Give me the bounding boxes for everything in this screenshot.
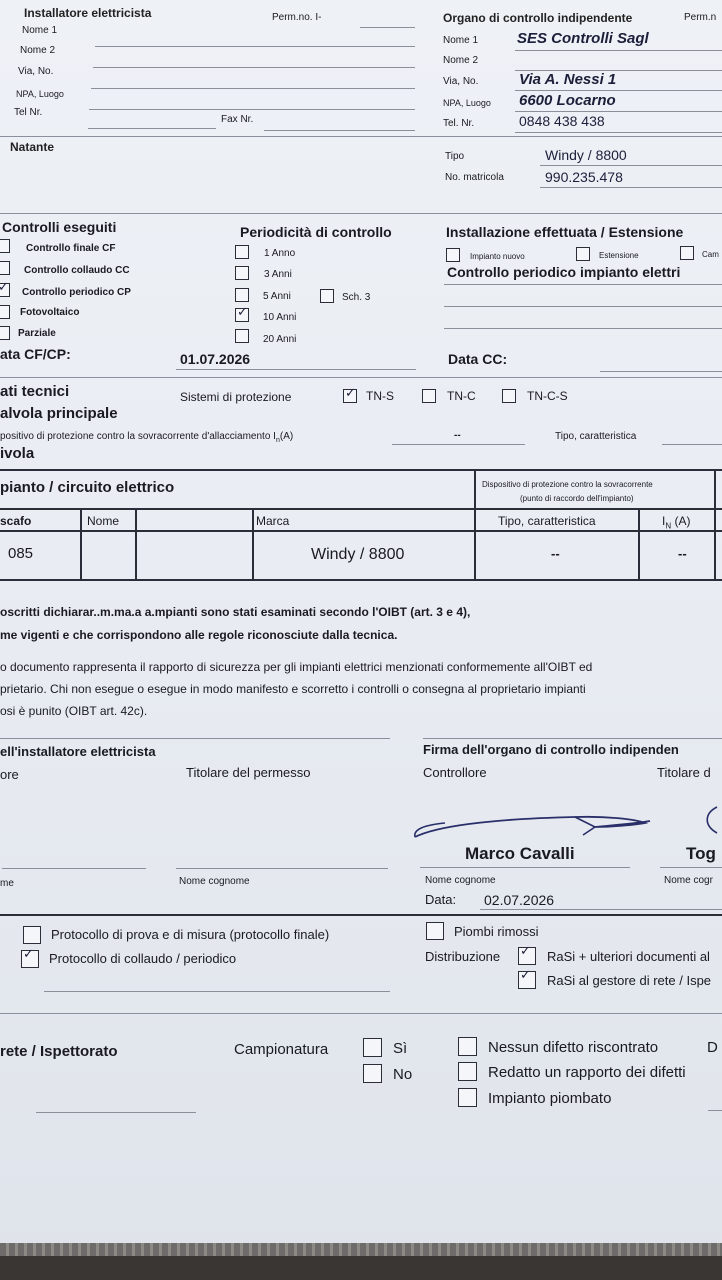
rasi1-checkbox[interactable]	[518, 947, 536, 965]
installer-npa-label: NPA, Luogo	[16, 89, 64, 99]
sch3-label: Sch. 3	[342, 292, 371, 303]
piombi-checkbox[interactable]	[426, 922, 444, 940]
control-via-label: Via, No.	[443, 76, 479, 87]
natante-tipo-value: Windy / 8800	[545, 147, 627, 163]
tipo-caratteristica-label: Tipo, caratteristica	[555, 431, 637, 442]
col-tipo: Tipo, caratteristica	[498, 514, 596, 528]
dispositivo-label: positivo di protezione contro la sovracorrente d'allacciamento $I_n(A)$	[0, 431, 294, 444]
rapporto-difetti-label: Redatto un rapporto dei difetti	[488, 1064, 686, 1081]
installer-perm-label: Perm.no. I-	[272, 12, 322, 23]
tecnici-subtitle: alvola principale	[0, 405, 118, 422]
rasi2-label: RaSi al gestore di rete / Ispe	[547, 973, 712, 988]
row-in: --	[678, 546, 687, 561]
nessun-difetto-checkbox[interactable]	[458, 1037, 477, 1056]
periodicita-cb-0[interactable]	[235, 245, 249, 259]
installer-nome2-field[interactable]	[93, 67, 415, 68]
tncs-label: TN-C-S	[527, 389, 568, 403]
campionatura-si-checkbox[interactable]	[363, 1038, 382, 1057]
periodicita-item-0: 1 Anno	[264, 248, 296, 259]
impianto-piombato-label: Impianto piombato	[488, 1090, 612, 1107]
installer-fax-label: Fax Nr.	[221, 114, 254, 125]
table-side-header-2: (punto di raccordo dell'impianto)	[520, 494, 634, 503]
distribuzione-label: Distribuzione	[425, 949, 501, 964]
control-sign-right: Titolare d	[657, 765, 711, 780]
controller-name-label: Nome cognome	[425, 875, 496, 886]
controlli-cb-4[interactable]	[0, 326, 10, 340]
data-cfcp-value: 01.07.2026	[180, 351, 251, 367]
row-tipo: --	[551, 546, 560, 561]
campionatura-label: Campionatura	[234, 1041, 329, 1058]
controlli-item-0: Controllo finale CF	[26, 243, 116, 254]
natante-matricola-label: No. matricola	[445, 172, 504, 183]
control-via-value: Via A. Nessi 1	[519, 71, 617, 88]
row-scafo: 085	[8, 545, 34, 562]
impianto-piombato-checkbox[interactable]	[458, 1088, 477, 1107]
estensione-label: Estensione	[599, 251, 639, 260]
row-marca: Windy / 8800	[311, 546, 405, 563]
tecnici-title: ati tecnici	[0, 383, 70, 400]
tncs-checkbox[interactable]	[502, 389, 516, 403]
cam-checkbox[interactable]	[680, 246, 694, 260]
control-sign-left: Controllore	[423, 765, 487, 780]
protocol2-checkbox[interactable]	[21, 950, 39, 968]
installer-tel-label: Tel Nr.	[14, 107, 43, 118]
protocol2-label: Protocollo di collaudo / periodico	[49, 951, 237, 966]
control-tel-label: Tel. Nr.	[443, 118, 475, 129]
protocol1-label: Protocollo di prova e di misura (protocollo finale)	[51, 927, 330, 942]
rete-title: rete / Ispettorato	[0, 1043, 118, 1060]
periodicita-item-4: 20 Anni	[263, 334, 297, 345]
controlli-item-4: Parziale	[18, 328, 56, 339]
control-nome1-label: Nome 1	[443, 35, 479, 46]
titolare-name: Tog	[686, 844, 716, 863]
data-cfcp-label: ata CF/CP:	[0, 346, 71, 362]
rasi2-checkbox[interactable]	[518, 971, 536, 989]
periodicita-item-2: 5 Anni	[263, 291, 291, 302]
declaration-line5: osi è punito (OIBT art. 42c).	[0, 704, 148, 718]
col-nome: Nome	[87, 514, 120, 528]
control-npa-label: NPA, Luogo	[443, 98, 491, 108]
installer-fax-field[interactable]	[264, 130, 415, 131]
controlli-title: Controlli eseguiti	[2, 219, 117, 235]
natante-title: Natante	[10, 140, 55, 154]
installer-name-right: Nome cognome	[179, 876, 250, 887]
table-title: pianto / circuito elettrico	[0, 479, 175, 496]
rapporto-difetti-checkbox[interactable]	[458, 1062, 477, 1081]
control-nome2-label: Nome 2	[443, 55, 479, 66]
installer-sign-left: ore	[0, 767, 19, 782]
installer-nome1-label: Nome 1	[22, 25, 58, 36]
installer-title: Installatore elettricista	[24, 6, 152, 20]
nessun-difetto-label: Nessun difetto riscontrato	[488, 1039, 659, 1056]
periodicita-cb-4[interactable]	[235, 329, 249, 343]
campionatura-no-label: No	[393, 1066, 413, 1083]
declaration-line1: oscritti dichiarar..m.ma.a a.mpianti sono stati esaminati secondo l'OIBT (art. 3 e 4),	[0, 605, 471, 619]
controlli-cb-3[interactable]	[0, 305, 10, 319]
installazione-title: Installazione effettuata / Estensione	[446, 224, 684, 240]
tnc-checkbox[interactable]	[422, 389, 436, 403]
controller-name: Marco Cavalli	[465, 844, 575, 863]
periodicita-cb-3[interactable]	[235, 308, 249, 322]
installer-nome2-label: Nome 2	[20, 45, 56, 56]
periodicita-cb-1[interactable]	[235, 266, 249, 280]
impianto-nuovo-label: Impianto nuovo	[470, 252, 525, 261]
sign-data-label: Data:	[425, 892, 457, 907]
sch3-checkbox[interactable]	[320, 289, 334, 303]
controlli-item-3: Fotovoltaico	[20, 307, 80, 318]
declaration-line3: o documento rappresenta il rapporto di sicurezza per gli impianti elettrici menzionati conformemente all'OIBT ed	[0, 660, 593, 674]
periodicita-title: Periodicità di controllo	[240, 224, 392, 240]
control-npa-value: 6600 Locarno	[519, 92, 616, 109]
periodicita-item-1: 3 Anni	[264, 269, 292, 280]
campionatura-no-checkbox[interactable]	[363, 1064, 382, 1083]
piombi-label: Piombi rimossi	[454, 924, 539, 939]
installer-sign-title: ell'installatore elettricista	[0, 744, 156, 759]
periodicita-cb-2[interactable]	[235, 288, 249, 302]
protocol1-checkbox[interactable]	[23, 926, 41, 944]
controlli-cb-1[interactable]	[0, 261, 10, 275]
dispositivo-value: --	[454, 430, 461, 441]
installer-via-label: Via, No.	[18, 66, 54, 77]
installer-nome1-field[interactable]	[95, 46, 415, 47]
controlli-item-2: Controllo periodico CP	[22, 287, 131, 298]
col-scafo: scafo	[0, 514, 32, 528]
campionatura-si-label: Sì	[393, 1040, 408, 1057]
estensione-checkbox[interactable]	[576, 247, 590, 261]
declaration-line4: prietario. Chi non esegue o esegue in modo manifesto e scorretto i controlli o consegna al proprietario impianti	[0, 682, 586, 696]
titolare-name-label: Nome cogr	[664, 875, 713, 886]
rete-d-label: D	[707, 1039, 718, 1056]
controlli-cb-0[interactable]	[0, 239, 10, 253]
protezione-label: Sistemi di protezione	[180, 390, 292, 404]
installer-tel-field[interactable]	[88, 128, 216, 129]
installer-sign-right: Titolare del permesso	[186, 765, 311, 780]
declaration-line2: me vigenti e che corrispondono alle regole riconosciute dalla tecnica.	[0, 628, 398, 642]
controlli-cb-2[interactable]	[0, 283, 10, 297]
natante-tipo-label: Tipo	[445, 151, 465, 162]
col-marca: Marca	[256, 514, 290, 528]
control-tel-value: 0848 438 438	[519, 113, 605, 129]
table-side-header-1: Dispositivo di protezione contro la sovracorrente	[482, 480, 653, 489]
installer-via-field[interactable]	[91, 88, 415, 89]
natante-matricola-value: 990.235.478	[545, 169, 623, 185]
desk-surface	[0, 1256, 722, 1280]
control-perm-label: Perm.n	[684, 12, 717, 23]
rasi1-label: RaSi + ulteriori documenti al	[547, 949, 710, 964]
cam-label: Cam	[702, 250, 719, 259]
installer-name-left: me	[0, 878, 14, 889]
installer-npa-field[interactable]	[89, 109, 415, 110]
control-sign-title: Firma dell'organo di controllo indipenden	[423, 742, 679, 757]
control-title: Organo di controllo indipendente	[443, 11, 633, 25]
data-cc-label: Data CC:	[448, 351, 508, 367]
installazione-value: Controllo periodico impianto elettri	[447, 264, 681, 280]
tns-label: TN-S	[366, 389, 394, 403]
tns-checkbox[interactable]	[343, 389, 357, 403]
col-in: $I_N$ (A)	[662, 514, 691, 531]
sign-data-value: 02.07.2026	[484, 892, 555, 908]
tnc-label: TN-C	[447, 389, 476, 403]
impianto-nuovo-checkbox[interactable]	[446, 248, 460, 262]
control-nome1-value: SES Controlli Sagl	[517, 30, 649, 47]
controlli-item-1: Controllo collaudo CC	[24, 265, 130, 276]
periodicita-item-3: 10 Anni	[263, 312, 297, 323]
ivola-label: ivola	[0, 445, 35, 462]
